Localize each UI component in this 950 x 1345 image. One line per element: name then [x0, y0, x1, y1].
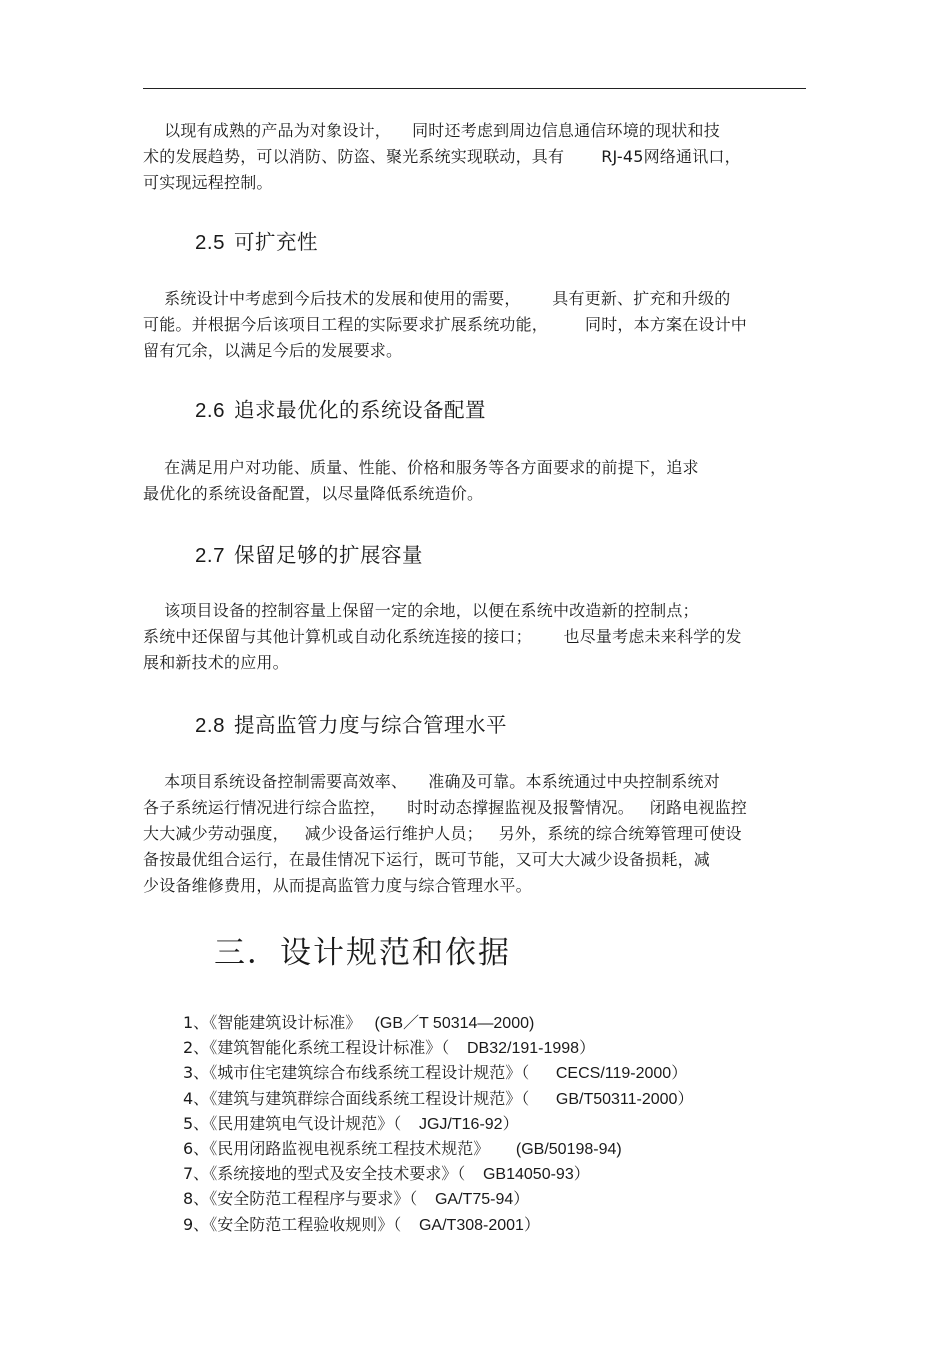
- reference-index: 7、: [183, 1164, 210, 1184]
- reference-code: (GB/50198-94): [489, 1140, 622, 1158]
- reference-item: [183, 1111, 693, 1136]
- reference-index: 4、: [183, 1088, 210, 1108]
- paragraph-optimization: [143, 455, 808, 507]
- chapter-heading-3: 三．设计规范和依据: [214, 935, 511, 971]
- reference-code: （ GA/T308-2001）: [393, 1216, 540, 1234]
- reference-item: [183, 1086, 693, 1111]
- reference-name: 《城市住宅建筑综合布线系统工程设计规范》: [209, 1063, 522, 1083]
- text-line: 术的发展趋势，可以消防、防盗、聚光系统实现联动，具有 RJ-45网络通讯口，: [143, 147, 741, 166]
- paragraph-management: [143, 769, 808, 899]
- text-line: 留有冗余，以满足今后的发展要求。: [143, 341, 403, 360]
- text-line: 系统设计中考虑到今后技术的发展和使用的需要， 具有更新、扩充和升级的: [143, 289, 731, 308]
- reference-name: 《建筑与建筑群综合面线系统工程设计规范》: [209, 1088, 522, 1108]
- reference-index: 6、: [183, 1138, 210, 1158]
- reference-list: [183, 1010, 693, 1237]
- reference-code: （ GB14050-93）: [457, 1166, 590, 1184]
- reference-item: [183, 1186, 693, 1211]
- section-number: 2.5: [195, 231, 225, 254]
- reference-code: （ GB/T50311-2000）: [521, 1090, 694, 1108]
- paragraph-capacity: [143, 598, 808, 676]
- reference-code: （ CECS/119-2000）: [521, 1065, 688, 1083]
- text-line: 大大减少劳动强度， 减少设备运行维护人员； 另外，系统的综合统筹管理可使设: [143, 824, 742, 843]
- section-number: 2.8: [195, 714, 225, 737]
- header-rule: [143, 88, 806, 89]
- paragraph-expandability: [143, 286, 808, 364]
- reference-item: [183, 1060, 693, 1085]
- section-heading-2-8: [195, 711, 507, 740]
- reference-name: 《建筑智能化系统工程设计标准》: [209, 1038, 442, 1058]
- text-line: 系统中还保留与其他计算机或自动化系统连接的接口； 也尽量考虑未来科学的发: [143, 627, 742, 646]
- reference-item: [183, 1212, 693, 1237]
- text-line: 在满足用户对功能、质量、性能、价格和服务等各方面要求的前提下，追求: [143, 458, 699, 477]
- section-title: 追求最优化的系统设备配置: [234, 398, 486, 422]
- section-title: 可扩充性: [234, 230, 318, 254]
- section-heading-2-7: [195, 541, 423, 570]
- section-number: 2.7: [195, 544, 225, 567]
- text-line: 该项目设备的控制容量上保留一定的余地，以便在系统中改造新的控制点；: [143, 601, 699, 620]
- reference-index: 8、: [183, 1189, 210, 1209]
- text-line: 备按最优组合运行，在最佳情况下运行，既可节能，又可大大减少设备损耗，减: [143, 850, 711, 869]
- reference-name: 《安全防范工程程序与要求》: [209, 1189, 410, 1209]
- section-heading-2-5: [195, 228, 318, 257]
- reference-name: 《智能建筑设计标准》: [209, 1013, 362, 1032]
- section-title: 提高监管力度与综合管理水平: [234, 713, 507, 737]
- section-title: 保留足够的扩展容量: [234, 543, 423, 567]
- reference-code: （ DB32/191-1998）: [441, 1040, 596, 1058]
- reference-index: 9、: [183, 1214, 210, 1234]
- reference-item: [183, 1035, 693, 1060]
- paragraph-design-basis: [143, 118, 808, 196]
- section-number: 2.6: [195, 399, 225, 422]
- reference-index: 5、: [183, 1113, 210, 1133]
- text-line: 以现有成熟的产品为对象设计， 同时还考虑到周边信息通信环境的现状和技: [143, 121, 720, 140]
- text-line: 展和新技术的应用。: [143, 653, 289, 672]
- reference-index: 2、: [183, 1038, 210, 1058]
- reference-index: 3、: [183, 1063, 210, 1083]
- text-line: 可实现远程控制。: [143, 173, 273, 192]
- reference-item: [183, 1010, 693, 1035]
- reference-code: （ JGJ/T16-92）: [393, 1115, 519, 1133]
- reference-code: （ GA/T75-94）: [409, 1191, 530, 1209]
- text-line: 最优化的系统设备配置，以尽量降低系统造价。: [143, 484, 484, 503]
- reference-code: (GB／T 50314—2000): [361, 1015, 535, 1032]
- text-line: 本项目系统设备控制需要高效率、 准确及可靠。本系统通过中央控制系统对: [143, 772, 720, 791]
- reference-name: 《系统接地的型式及安全技术要求》: [209, 1164, 458, 1184]
- reference-item: [183, 1161, 693, 1186]
- text-line: 各子系统运行情况进行综合监控， 时时动态撑握监视及报警情况。 闭路电视监控: [143, 798, 748, 817]
- text-line: 少设备维修费用，从而提高监管力度与综合管理水平。: [143, 876, 532, 895]
- reference-name: 《民用闭路监视电视系统工程技术规范》: [209, 1138, 490, 1158]
- reference-name: 《民用建筑电气设计规范》: [209, 1113, 394, 1133]
- reference-item: [183, 1136, 693, 1161]
- text-line: 可能。并根据今后该项目工程的实际要求扩展系统功能， 同时，本方案在设计中: [143, 315, 748, 334]
- section-heading-2-6: [195, 396, 486, 425]
- reference-index: 1、: [183, 1013, 210, 1032]
- reference-name: 《安全防范工程验收规则》: [209, 1214, 394, 1234]
